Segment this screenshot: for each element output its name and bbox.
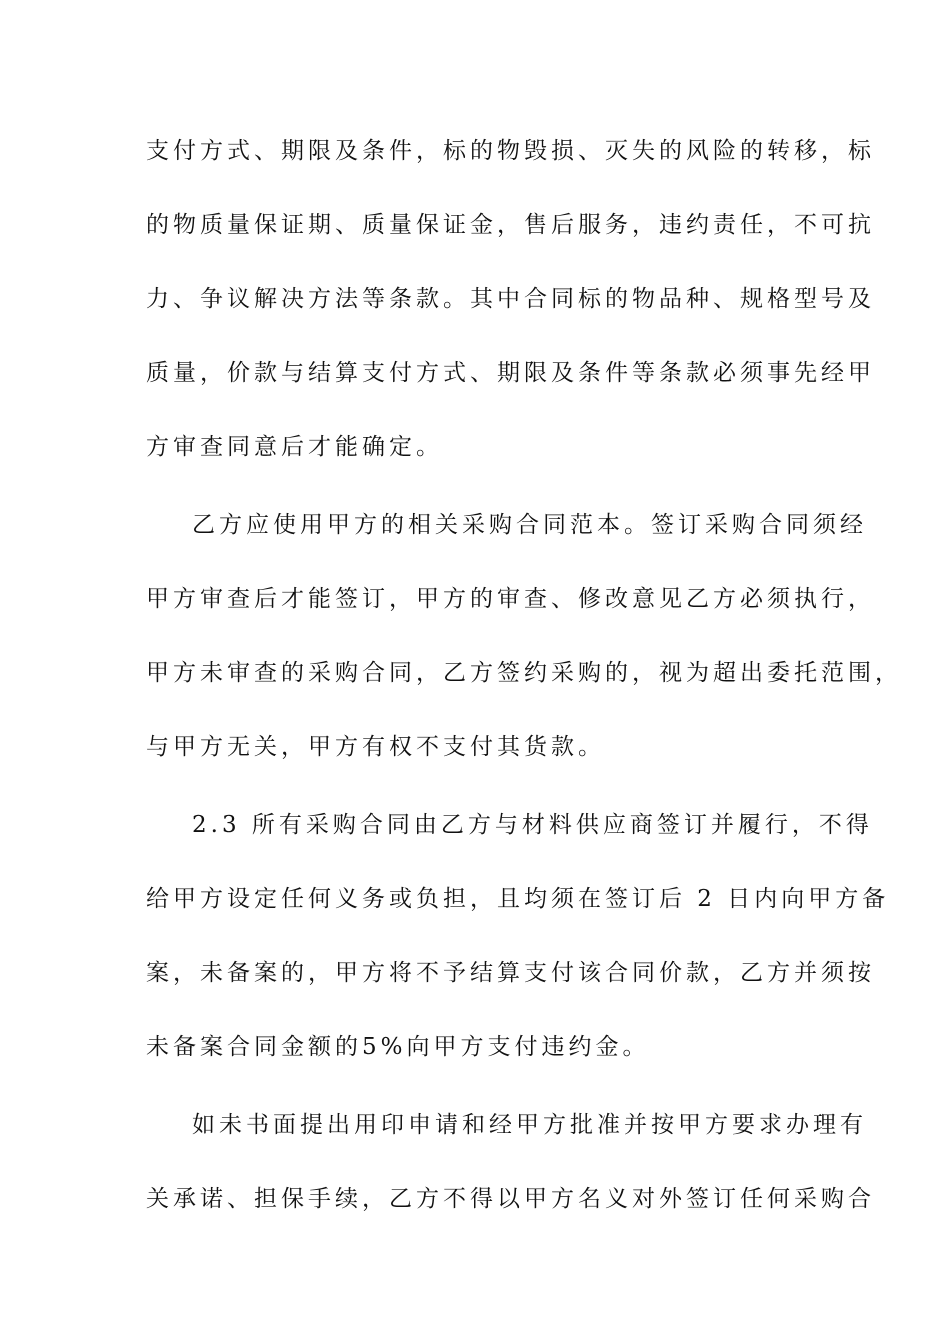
- paragraph-2-line-2: 甲方审查后才能签订，甲方的审查、修改意见乙方必须执行，: [146, 586, 875, 612]
- paragraph-2-line-3: 甲方未审查的采购合同，乙方签约采购的，视为超出委托范围，: [146, 660, 902, 686]
- paragraph-2-line-1: 乙方应使用甲方的相关采购合同范本。签订采购合同须经: [192, 512, 867, 538]
- paragraph-4-line-1: 如未书面提出用印申请和经甲方批准并按甲方要求办理有: [192, 1112, 867, 1138]
- paragraph-3-line-3: 案，未备案的，甲方将不予结算支付该合同价款，乙方并须按: [146, 960, 875, 986]
- paragraph-1-line-5: 方审查同意后才能确定。: [146, 434, 443, 460]
- paragraph-1-line-2: 的物质量保证期、质量保证金，售后服务，违约责任，不可抗: [146, 212, 875, 238]
- paragraph-3-line-2: 给甲方设定任何义务或负担，且均须在签订后 2 日内向甲方备: [146, 886, 890, 912]
- paragraph-1-line-3: 力、争议解决方法等条款。其中合同标的物品种、规格型号及: [146, 286, 875, 312]
- paragraph-1-line-4: 质量，价款与结算支付方式、期限及条件等条款必须事先经甲: [146, 360, 875, 386]
- paragraph-2-line-4: 与甲方无关，甲方有权不支付其货款。: [146, 734, 605, 760]
- paragraph-3-line-1: 2.3 所有采购合同由乙方与材料供应商签订并履行，不得: [192, 812, 873, 838]
- paragraph-1-line-1: 支付方式、期限及条件，标的物毁损、灭失的风险的转移，标: [146, 138, 875, 164]
- paragraph-4-line-2: 关承诺、担保手续，乙方不得以甲方名义对外签订任何采购合: [146, 1186, 875, 1212]
- paragraph-3-line-4: 未备案合同金额的5%向甲方支付违约金。: [146, 1034, 650, 1060]
